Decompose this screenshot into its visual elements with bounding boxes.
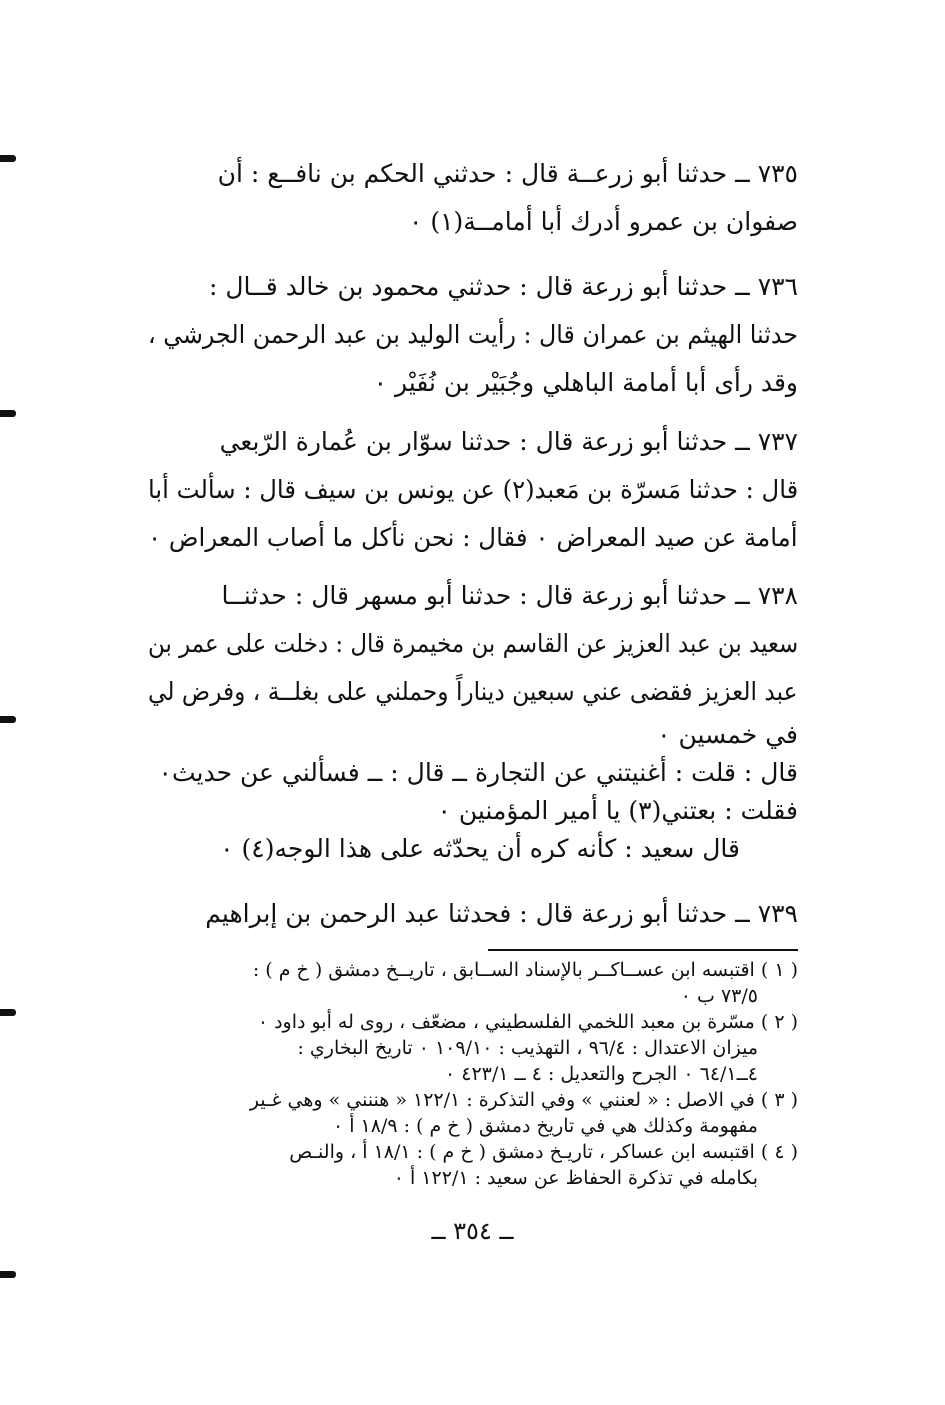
text-line: ٧٣٨ ــ حدثنا أبو زرعة قال : حدثنا أبو مسهر قال : حدثنــا [221, 581, 798, 610]
text-line: قال : قلت : أغنيتني عن التجارة ــ قال : ــ فسألني عن حديث٠ [158, 758, 798, 787]
margin-mark [0, 410, 16, 417]
footnote-line: ميزان الاعتدال : ٩٦/٤ ، التهذيب : ١٠٩/١٠ ٠ تاريخ البخاري : [297, 1037, 758, 1059]
footnote-line: ٧٣/٥ ب ٠ [680, 985, 758, 1007]
text-line: صفوان بن عمرو أدرك أبا أمامــة(١) ٠ [408, 207, 798, 236]
text-line: ٧٣٧ ــ حدثنا أبو زرعة قال : حدثنا سوّار بن عُمارة الرّبعي [219, 427, 798, 456]
text-line: فقلت : بعتني(٣) يا أمير المؤمنين ٠ [437, 796, 798, 825]
text-line: وقد رأى أبا أمامة الباهلي وجُبَيْر بن نُفَيْر ٠ [373, 368, 798, 397]
footnote-line: ( ٣ ) في الاصل : « لعنني » وفي التذكرة : ١٢٢/١ « هننني » وهي غـير [249, 1089, 798, 1111]
footnote-line: ٤ــ٦٤/١ ٠ الجرح والتعديل : ٤ ــ ٤٢٣/١ ٠ [444, 1063, 758, 1085]
footnote-line: ( ١ ) اقتبسه ابن عســاكــر بالإسناد الســابق ، تاريــخ دمشق ( خ م ) : [252, 959, 798, 981]
text-line: ٧٣٦ ــ حدثنا أبو زرعة قال : حدثني محمود بن خالد قــال : [209, 272, 798, 301]
text-line: سعيد بن عبد العزيز عن القاسم بن مخيمرة قال : دخلت على عمر بن [147, 629, 798, 658]
text-line: قال سعيد : كأنه كره أن يحدّثه على هذا الوجه(٤) ٠ [220, 834, 740, 863]
footnote-separator [488, 949, 798, 951]
margin-mark [0, 1009, 16, 1016]
hadith-738 [148, 572, 798, 868]
page-number: ــ ٣٥٤ ــ [431, 1217, 514, 1245]
text-line: أمامة عن صيد المعراض ٠ فقال : نحن نأكل ما أصاب المعراض ٠ [148, 523, 798, 552]
margin-mark [0, 716, 16, 723]
margin-mark [0, 1271, 16, 1278]
text-line: قال : حدثنا مَسرّة بن مَعبد(٢) عن يونس بن سيف قال : سألت أبا [147, 475, 798, 504]
hadith-737 [148, 418, 798, 562]
margin-mark [0, 155, 16, 162]
footnote-line: مفهومة وكذلك هي في تاريخ دمشق ( خ م ) : ١٨/٩ أ ٠ [332, 1115, 758, 1137]
footnote-line: ( ٢ ) مسّرة بن معبد اللخمي الفلسطيني ، مضعّف ، روى له أبو داود ٠ [257, 1011, 798, 1033]
text-line: حدثنا الهيثم بن عمران قال : رأيت الوليد بن عبد الرحمن الجرشي ، [148, 320, 798, 349]
hadith-736 [148, 263, 798, 407]
hadith-739 [148, 890, 798, 938]
text-line: ٧٣٥ ــ حدثنا أبو زرعــة قال : حدثني الحكم بن نافــع : أن [217, 159, 798, 188]
footnotes [148, 957, 798, 1191]
text-line: عبد العزيز فقضى عني سبعين ديناراً وحملني على بغلــة ، وفرض لي [148, 677, 798, 706]
footnote-line: ( ٤ ) اقتبسه ابن عساكر ، تاريـخ دمشق ( خ م ) : ١٨/١ أ ، والنـص [289, 1141, 798, 1163]
text-line: في خمسين ٠ [657, 720, 798, 749]
footnote-line: بكامله في تذكرة الحفاظ عن سعيد : ١٢٢/١ أ ٠ [393, 1167, 758, 1189]
text-line: ٧٣٩ ــ حدثنا أبو زرعة قال : فحدثنا عبد الرحمن بن إبراهيم [205, 899, 798, 928]
hadith-735 [148, 150, 798, 246]
